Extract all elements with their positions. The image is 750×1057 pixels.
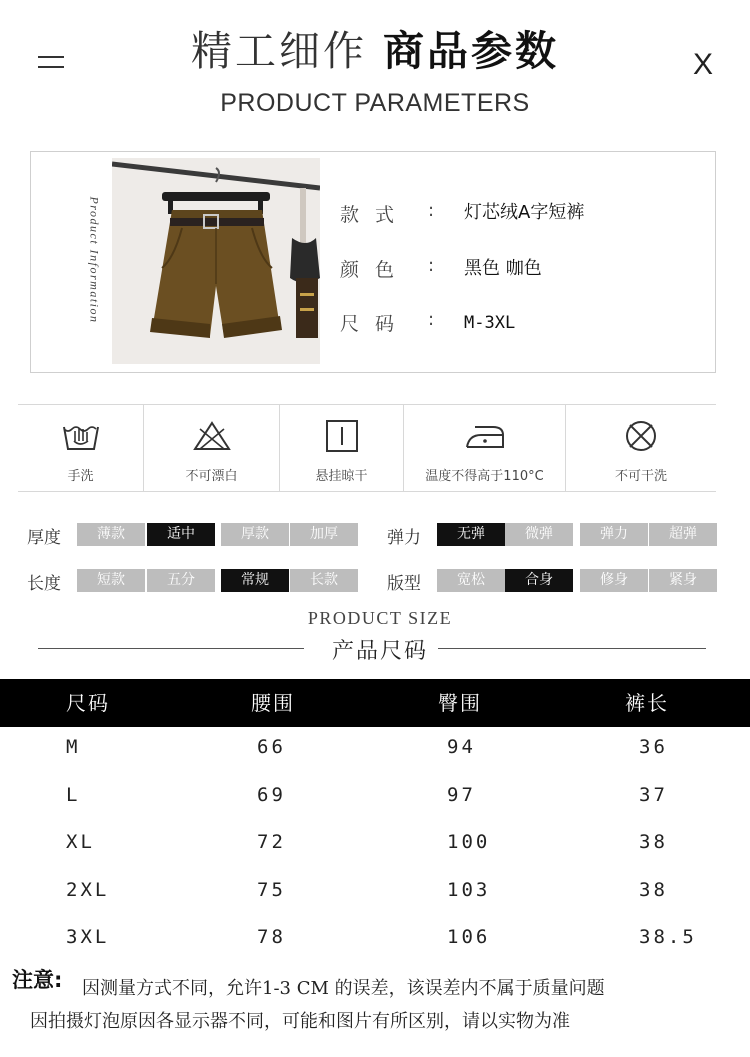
title-bold: 商品参数 [383, 27, 560, 75]
col-header-size: 尺码 [66, 691, 110, 715]
cell-size: 2XL [66, 879, 110, 901]
product-information-caption: Product Information [87, 196, 102, 324]
chip-elasticity-stretch[interactable]: 弹力 [580, 523, 648, 546]
attr-title-fit: 版型 [387, 574, 421, 594]
chip-fit-tight[interactable]: 紧身 [649, 569, 717, 592]
hand-wash-icon [61, 419, 101, 453]
care-label: 悬挂晾干 [315, 469, 368, 484]
size-table-header [0, 679, 750, 727]
cell-size: 3XL [66, 926, 110, 948]
table-row [0, 926, 750, 954]
cell-length: 38 [639, 879, 668, 901]
cell-waist: 78 [257, 926, 286, 948]
care-no-dry-clean [566, 405, 716, 491]
note-line-2: 因拍摄灯泡原因各显示器不同，可能和图片有所区别，请以实物为准 [30, 1011, 570, 1032]
table-row [0, 784, 750, 812]
table-row [0, 831, 750, 859]
chip-elasticity-none[interactable]: 无弹 [437, 523, 505, 546]
size-title-cn: 产品尺码 [331, 639, 428, 664]
cell-hip: 106 [447, 926, 491, 948]
size-title-en: PRODUCT SIZE [307, 608, 453, 628]
cell-waist: 72 [257, 831, 286, 853]
cell-hip: 100 [447, 831, 491, 853]
chip-fit-loose[interactable]: 宽松 [437, 569, 505, 592]
page-subtitle: PRODUCT PARAMETERS [220, 89, 530, 117]
care-label: 温度不得高于110°C [425, 469, 544, 484]
cell-length: 38.5 [639, 926, 697, 948]
chip-thickness-thin[interactable]: 薄款 [77, 523, 145, 546]
cell-length: 36 [639, 736, 668, 758]
spec-colon: : [428, 255, 435, 276]
note-line-1: 因测量方式不同，允许1-3 CM 的误差，该误差内不属于质量问题 [82, 978, 605, 999]
care-hang-dry [280, 405, 404, 491]
col-header-waist: 腰围 [251, 691, 295, 715]
table-row [0, 736, 750, 764]
chip-fit-slim[interactable]: 修身 [580, 569, 648, 592]
spec-colon: : [428, 309, 435, 330]
care-instructions [18, 404, 716, 492]
attr-title-length: 长度 [27, 574, 61, 594]
cell-length: 37 [639, 784, 668, 806]
col-header-hip: 臀围 [438, 691, 482, 715]
care-label: 不可干洗 [614, 469, 667, 484]
cell-waist: 66 [257, 736, 286, 758]
care-label: 不可漂白 [185, 469, 238, 484]
cell-size: XL [66, 831, 95, 853]
attr-title-thickness: 厚度 [27, 528, 61, 548]
care-label: 手洗 [67, 469, 94, 484]
chip-thickness-medium[interactable]: 适中 [147, 523, 215, 546]
care-iron [404, 405, 566, 491]
table-row [0, 879, 750, 907]
col-header-length: 裤长 [625, 691, 669, 715]
spec-label-size: 尺码 [340, 313, 411, 335]
page-title [0, 26, 750, 81]
cell-hip: 94 [447, 736, 476, 758]
cell-size: L [66, 784, 81, 806]
chip-elasticity-slight[interactable]: 微弹 [505, 523, 573, 546]
spec-label-color: 颜色 [340, 259, 411, 281]
close-icon[interactable]: X [692, 48, 713, 81]
spec-value-size: M-3XL [464, 313, 516, 333]
title-light: 精工细作 [190, 27, 367, 75]
chip-fit-regular[interactable]: 合身 [505, 569, 573, 592]
chip-thickness-thick[interactable]: 厚款 [221, 523, 289, 546]
spec-colon: : [428, 200, 435, 221]
chip-thickness-extra-thick[interactable]: 加厚 [290, 523, 358, 546]
no-bleach-icon [192, 419, 232, 453]
cell-waist: 69 [257, 784, 286, 806]
care-no-bleach [144, 405, 280, 491]
spec-value-style: 灯芯绒A字短裤 [464, 202, 585, 223]
cell-waist: 75 [257, 879, 286, 901]
cell-length: 38 [639, 831, 668, 853]
chip-elasticity-super[interactable]: 超弹 [649, 523, 717, 546]
chip-length-long[interactable]: 长款 [290, 569, 358, 592]
spec-value-color: 黑色 咖色 [464, 258, 542, 279]
product-photo [112, 158, 320, 364]
cell-size: M [66, 736, 81, 758]
note-label: 注意: [12, 968, 63, 992]
chip-length-regular[interactable]: 常规 [221, 569, 289, 592]
chip-length-half[interactable]: 五分 [147, 569, 215, 592]
iron-icon [463, 419, 507, 453]
no-dry-clean-icon [621, 419, 661, 453]
care-hand-wash [18, 405, 144, 491]
cell-hip: 97 [447, 784, 476, 806]
chip-length-short[interactable]: 短款 [77, 569, 145, 592]
shorts-illustration [112, 158, 320, 364]
cell-hip: 103 [447, 879, 491, 901]
hang-dry-icon [322, 419, 362, 453]
attr-title-elasticity: 弹力 [387, 528, 421, 548]
spec-label-style: 款式 [340, 204, 411, 226]
